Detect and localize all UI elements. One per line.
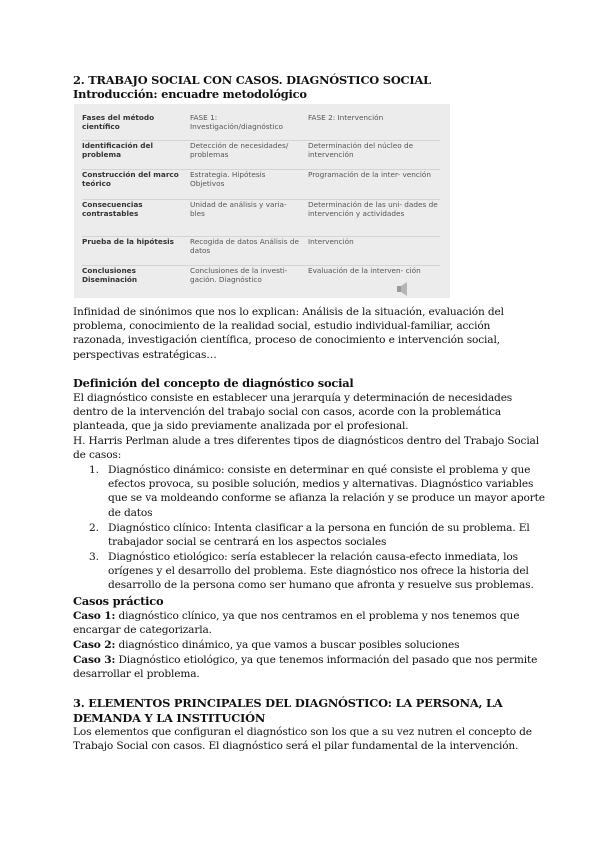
case-text: diagnóstico clínico, ya que nos centramos en el problema y nos tenemos que encargar de categorizarla.	[73, 610, 520, 637]
table-cell: Programación de la inter- vención	[302, 170, 440, 200]
case-item	[73, 638, 547, 652]
methodology-table	[82, 113, 440, 286]
case-label: Caso 2:	[73, 639, 116, 651]
table-cell: Intervención	[302, 237, 440, 266]
list-text: Diagnóstico dinámico: consiste en determinar en qué consiste el problema y que efectos provoca, su posible solución, medios y alternativas. Diagnóstico variables que se va moldeando conforme se afianza la relación y se produce un mayor aporte de datos	[108, 464, 545, 519]
table-cell: Conclusiones de la investi- gación. Diagnóstico	[182, 266, 302, 287]
table-cell: Prueba de la hipótesis	[82, 237, 182, 266]
table-cell: Evaluación de la interven- ción	[302, 266, 440, 287]
table-cell: FASE 2: Intervención	[308, 113, 384, 122]
section-3-title: 3. ELEMENTOS PRINCIPALES DEL DIAGNÓSTICO: LA PERSONA, LA DEMANDA Y LA INSTITUCIÓN	[73, 696, 503, 725]
case-text: Diagnóstico etiológico, ya que tenemos información del pasado que nos permite desarrollar el problema.	[73, 654, 538, 681]
table-cell: Determinación del núcleo de intervención	[302, 141, 440, 170]
table-row	[82, 141, 440, 170]
table-cell: Recogida de datos Análisis de datos	[182, 237, 302, 266]
table-cell: Consecuencias contrastables	[82, 200, 182, 237]
table-cell: Fases del método científico	[82, 113, 155, 132]
table-cell: FASE 1: Investigación/diagnóstico	[190, 113, 283, 132]
table-row	[82, 237, 440, 266]
table-row	[82, 266, 440, 287]
case-item	[73, 653, 547, 681]
case-text: diagnóstico dinámico, ya que vamos a buscar posibles soluciones	[115, 639, 460, 651]
list-text: Diagnóstico etiológico: sería establecer la relación causa-efecto inmediata, los orígenes y el desarrollo del problema. Este diagnóstico nos ofrece la historia del desarrollo de la persona como ser humano que afronta y resuelve sus problemas.	[108, 551, 534, 592]
table-cell: Construcción del marco teórico	[82, 170, 182, 200]
list-number: 3.	[89, 551, 99, 563]
section-3-paragraph: Los elementos que configuran el diagnóstico son los que a su vez nutren el concepto de Trabajo Social con casos. El diagnóstico será el pilar fundamental de la intervención.	[73, 726, 532, 753]
table-cell: Estrategia. Hipótesis Objetivos	[182, 170, 302, 200]
section-2-title: 2. TRABAJO SOCIAL CON CASOS. DIAGNÓSTICO SOCIAL	[73, 73, 431, 87]
case-label: Caso 3:	[73, 654, 116, 666]
methodology-figure	[74, 104, 450, 298]
table-cell: Determinación de las uni- dades de intervención y actividades	[302, 200, 440, 237]
table-cell: Unidad de análisis y varia- bles	[182, 200, 302, 237]
case-label: Caso 1:	[73, 610, 116, 622]
cases-title: Casos práctico	[73, 594, 164, 608]
speaker-icon[interactable]	[396, 281, 410, 297]
list-text: Diagnóstico clínico: Intenta clasificar a la persona en función de su problema. El trabajador social se centrará en los aspectos sociales	[108, 522, 530, 549]
definition-paragraph: El diagnóstico consiste en establecer una jerarquía y determinación de necesidades dentro de la intervención del trabajo social con casos, acorde con la problemática planteada, que ja sido previamente analizada por el profesional.	[73, 392, 513, 433]
table-row	[82, 170, 440, 200]
table-header-row	[82, 113, 440, 141]
table-cell: Identificación del problema	[82, 141, 182, 170]
table-row	[82, 200, 440, 237]
table-cell: Detección de necesidades/ problemas	[182, 141, 302, 170]
section-2-subtitle: Introducción: encuadre metodológico	[73, 87, 307, 101]
synonyms-paragraph: Infinidad de sinónimos que nos lo explican: Análisis de la situación, evaluación del problema, conocimiento de la realidad social, estudio individual-familiar, acción razonada, investigación científica, proceso de conocimiento e intervención social, perspectivas estratégicas…	[73, 306, 504, 361]
list-number: 2.	[89, 522, 99, 534]
perlman-paragraph: H. Harris Perlman alude a tres diferentes tipos de diagnósticos dentro del Trabajo Social de casos:	[73, 435, 539, 462]
definition-title: Definición del concepto de diagnóstico social	[73, 376, 354, 390]
table-cell: Conclusiones Diseminación	[82, 266, 182, 287]
case-item	[73, 609, 547, 637]
list-number: 1.	[89, 464, 99, 476]
